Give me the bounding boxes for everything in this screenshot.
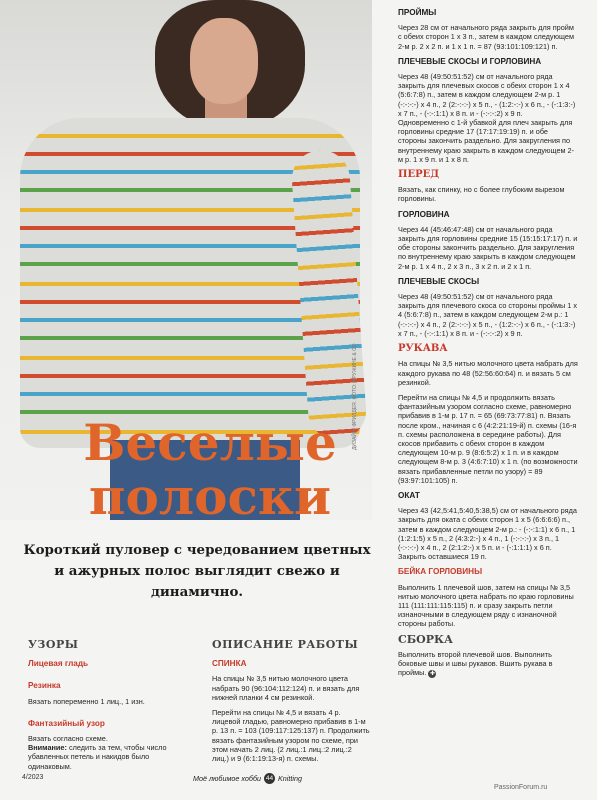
magazine-title: Моё любимое хобби [193, 774, 261, 783]
photo-credit: ДИЗАЙН: ФРИЛДЕЯ. ФОТО: ФРУЖИНЕ & СО [352, 343, 358, 450]
shoulders-text: Через 48 (49:50:51:52) см от начального ряда закрыть для плечевых скосов с обеих сторон 1 x 4 (5:6:7:8) п., затем в каждом следующем 2-м р. 1 (-:-:-:-) x 4 п., 2 (2:-:-:-) x 5 п., - (1:2:-:-) x 6 п., - (-:1:3:-) x 7 п., - (-:-:1:1) x 8 п. и - (-:-:-:2) x 9 п. [398, 72, 576, 118]
page-number: 44 [265, 775, 274, 782]
shoulders-text-2: Одновременно с 1-й убавкой для плеч закрыть для горловины средние 17 (17:17:19:19) п. и обе стороны закончить раздельно. Для закругления по внутреннему краю закрыть в каждом следующем 2-м р. 1 x 9 п. и 1 x 8 п. [398, 118, 575, 164]
neck-head: ГОРЛОВИНА [398, 209, 450, 219]
description-title: ОПИСАНИЕ РАБОТЫ [212, 638, 359, 651]
pattern-head-rib: Резинка [28, 681, 61, 691]
patterns-section [28, 640, 188, 777]
front-text: Вязать, как спинку, но с более глубоким вырезом горловины. [398, 185, 565, 204]
magazine-brand: Knitting [278, 774, 302, 783]
sleeve-text-1: На спицы № 3,5 нитью молочного цвета набрать для каждого рукава по 48 (52:56:60:64) п. и вязать 5 см резинкой. [398, 359, 578, 387]
end-mark-icon: ✚ [429, 671, 435, 678]
headline-line2: полоски [88, 467, 332, 526]
assembly-paragraph [398, 650, 578, 678]
pattern-note-label: Внимание: [28, 743, 67, 753]
magazine-footer [193, 773, 302, 784]
assembly-text: Выполнить второй плечевой шов. Выполнить боковые швы и швы рукавов. Вшить рукава в проймы. [398, 649, 553, 678]
armholes-head: ПРОЙМЫ [398, 8, 437, 17]
article-headline [40, 413, 380, 526]
model-face [190, 18, 258, 104]
pattern-note-text: следить за тем, чтобы число убавленных петель и накидов было одинаковым. [28, 743, 167, 771]
pattern-head-stockinette: Лицевая гладь [28, 659, 89, 669]
pattern-text-rib: Вязать попеременно 1 лиц., 1 изн. [28, 696, 145, 706]
sleeve-head: РУКАВА [398, 343, 448, 355]
neckband-head: БЕЙКА ГОРЛОВИНЫ [398, 567, 483, 577]
site-watermark: PassionForum.ru [494, 784, 548, 791]
armholes-text: Через 28 см от начального ряда закрыть для пройм с обеих сторон 1 x 3 п., затем в каждом следующем 2-м р. 2 x 2 п. и 1 x 1 п. = 87 (93:101:109:121) п. [398, 23, 575, 51]
headline-line1: Веселые [83, 413, 337, 472]
article-subtitle: Короткий пуловер с чередованием цветных и ажурных полос выглядит свежо и динамично. [23, 542, 371, 600]
pattern-text-fancy: Вязать согласно схеме. [28, 734, 108, 744]
assembly-head: СБОРКА [398, 632, 453, 646]
sleeve-text-2: Перейти на спицы № 4,5 и продолжить вязать фантазийным узором согласно схеме, равномерно прибавив в 1-м р. 17 п. = 65 (69:73:77:81) п. Вязать после кром., начиная с 6 (4:2:21:19-й) п. схемы (16-я п. схемы расположена в середине работы). Для скосов прибавить с обеих сторон в каждом следующем 10-м р. 9 (8:6:5:2) x 1 п. и в каждом следующем 8-м р. 3 (4:6:7:10) x 1 п. (по возможности вязать прибавленные петли по узору) = 89 (93:97:101:105) п. [398, 392, 578, 485]
neck-text: Через 44 (45:46:47:48) см от начального ряда закрыть для горловины средние 15 (15:15:17:17) п. и обе стороны закончить раздельно. Для закругления по внутреннему краю закрыть в каждом следующем 2-м р. 1 x 4 п., 2 x 3 п., 3 x 2 п. и 2 x 1 п. [398, 224, 578, 271]
shoulders-head: ПЛЕЧЕВЫЕ СКОСЫ И ГОРЛОВИНА [398, 56, 542, 66]
front-shoulders-head: ПЛЕЧЕВЫЕ СКОСЫ [398, 276, 480, 286]
back-text-2: Перейти на спицы № 4,5 и вязать 4 р. лицевой гладью, равномерно прибавив в 1-м р. 13 п. = 103 (109:117:125:137) п. Продолжить вязать фантазийным узором по схеме, при этом начать 2 лиц. (2 лиц.:1 лиц.:2 лиц.:2 лиц.) и 9 (6:1:19:13-я) п. схемы. [212, 708, 370, 764]
back-head: СПИНКА [212, 659, 247, 669]
pattern-head-fancy: Фантазийный узор [28, 718, 105, 728]
description-section [212, 640, 370, 769]
front-shoulders-text: Через 48 (49:50:51:52) см от начального ряда закрыть для плечевого скоса со стороны проймы 1 x 4 (5:6:7:8) п., затем в каждом следующем 2-м р.: 1 (-:-:-:-) x 4 п., 2 (2:-:-:-) x 5 п., - (1:2:-:-) x 6 п., - (-:1:3:-) x 7 п., - (-:-:1:1) x 8 п. и - (-:-:-:2) x 9 п. [398, 292, 577, 338]
cap-text: Через 43 (42,5:41,5:40,5:38,5) см от начального ряда закрыть для оката с обеих сторон 1 x 5 (6:6:6:6) п., затем в каждом следующем 2-м р.: - (-:-:1:1) x 6 п., 1 (1:2:1:5) x 5 п., 2 (4:3:2:-) x 4 п., 1 (-:-:-:-) x 3 п., 1 (-:-:-:-) x 4 п., 2 (2:1:2:-) x 5 п. и - (-:1:1:1) x 6 п. Закрыть оставшиеся 19 п. [398, 506, 577, 562]
issue-number: 4/2023 [22, 774, 44, 781]
front-head: ПЕРЕД [398, 169, 440, 181]
patterns-title: УЗОРЫ [28, 638, 79, 651]
cap-head: ОКАТ [398, 490, 420, 500]
instructions-column [398, 8, 578, 684]
pattern-note [28, 743, 188, 771]
neckband-text: Выполнить 1 плечевой шов, затем на спицы № 3,5 нитью молочного цвета набрать по краю горловины 111 (111:111:115:115) п. и сразу закрыть петли изнаночными в следующем ряду с изнаночной стороны работы. [398, 582, 574, 629]
back-text-1: На спицы № 3,5 нитью молочного цвета набрать 90 (96:104:112:124) п. и вязать для нижней планки 4 см резинкой. [212, 674, 360, 702]
